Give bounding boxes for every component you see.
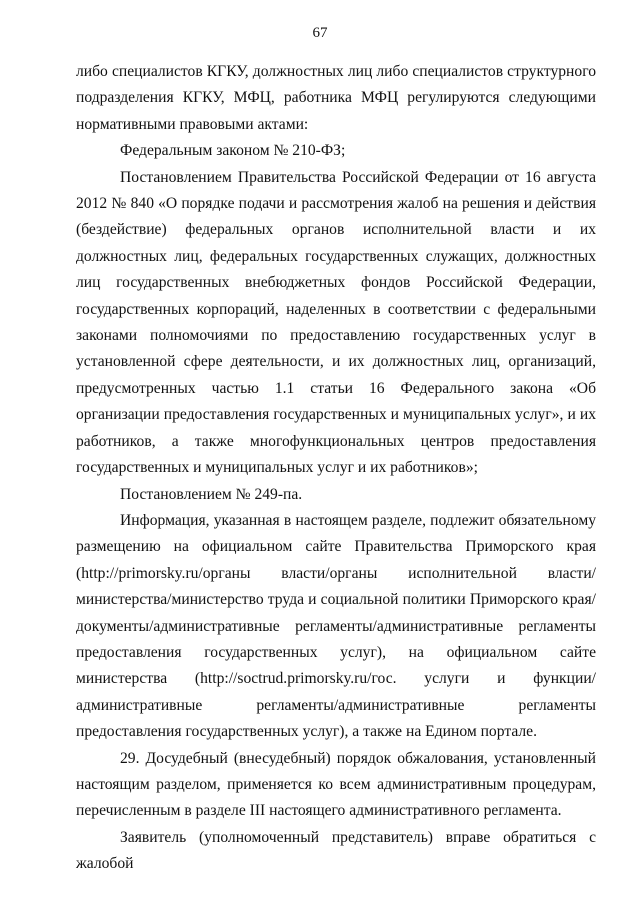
document-body — [76, 59, 596, 878]
page-number: 67 — [312, 25, 328, 41]
paragraph-item-29: 29. Досудебный (внесудебный) порядок обжалования, установленный настоящим разделом, применяется ко всем административным процедурам, перечисленным в разделе III настоящего административного регламента. — [76, 749, 596, 820]
paragraph-regulations-intro: либо специалистов КГКУ, должностных лиц либо специалистов структурного подразделения КГКУ, МФЦ, работника МФЦ регулируются следующими нормативными правовыми актами: — [76, 63, 596, 133]
paragraph-government-decree: Постановлением Правительства Российской Федерации от 16 августа 2012 № 840 «О порядке подачи и рассмотрения жалоб на решения и действия (бездействие) федеральных органов исполнительной власти и их должностных лиц, федеральных государственных служащих, должностных лиц государственных внебюджетных фондов Российской Федерации, государственных корпораций, наделенных в соответствии с федеральными законами полномочиями по предоставлению государственных услуг в установленной сфере деятельности, и их должностных лиц, организаций, предусмотренных частью 1.1 статьи 16 Федерального закона «Об организации предоставления государственных и муниципальных услуг», и их работников, а также многофункциональных центров предоставления государственных и муниципальных услуг и их работников»; — [76, 168, 596, 477]
paragraph-applicant-complaint: Заявитель (уполномоченный представитель) вправе обратиться с жалобой — [76, 828, 596, 873]
paragraph-information-placement: Информация, указанная в настоящем разделе, подлежит обязательному размещению на официальном сайте Правительства Приморского края (http://primorsky.ru/органы власти/органы исполнительной власти/министерства/министерство труда и социальной политики Приморского края/документы/административные регламенты/административные регламенты предоставления государственных услуг), на официальном сайте министерства (http://soctrud.primorsky.ru/гос. услуги и функции/административные регламенты/административные регламенты предоставления государственных услуг), а также на Едином портале. — [76, 511, 596, 741]
paragraph-federal-law: Федеральным законом № 210-ФЗ; — [120, 142, 346, 160]
paragraph-decree-249: Постановлением № 249-па. — [120, 485, 303, 503]
